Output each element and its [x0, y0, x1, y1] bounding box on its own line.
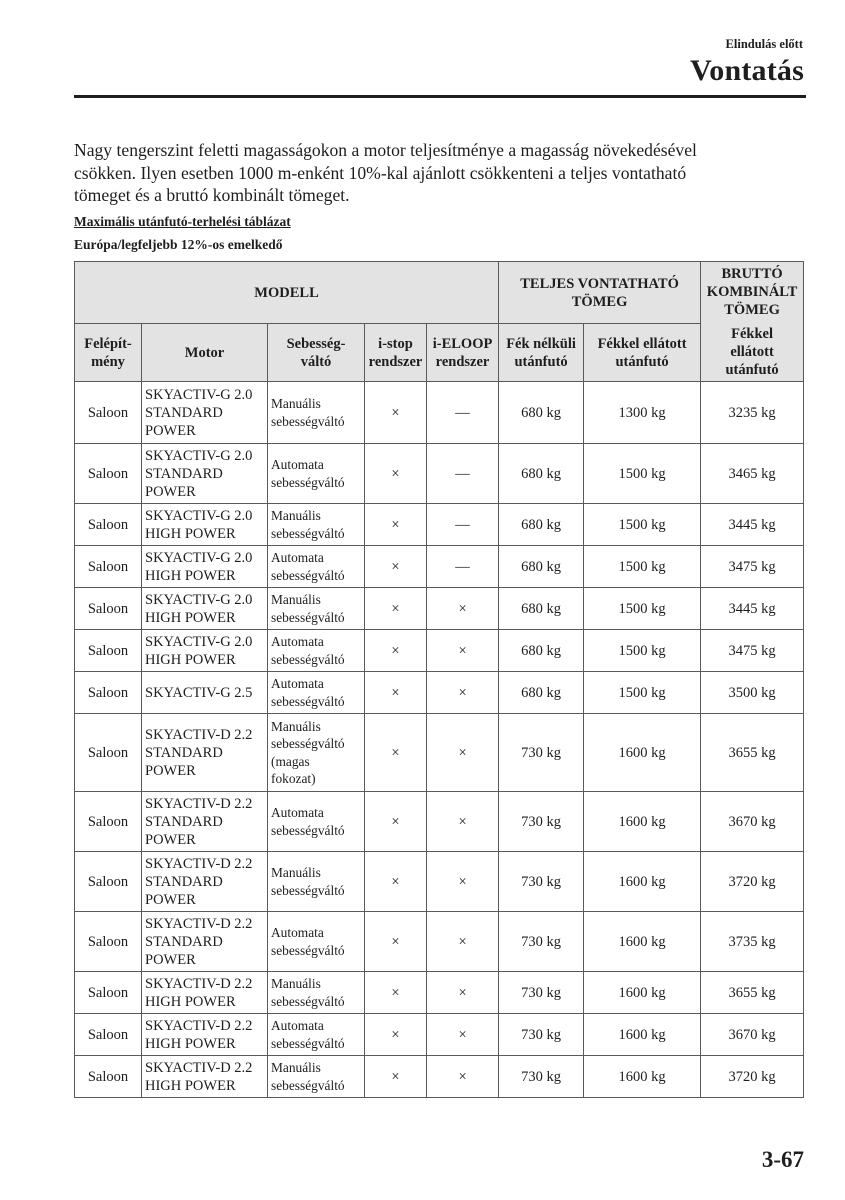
intro-paragraph	[74, 139, 814, 207]
cell-motor-line: HIGH POWER	[145, 1035, 236, 1052]
cell-braked: 1600 kg	[584, 1014, 701, 1056]
col-header-motor: Motor	[142, 324, 268, 382]
cell-ieloop: ×	[427, 714, 499, 792]
cell-braked: 1500 kg	[584, 672, 701, 714]
model-group-header: MODELL	[75, 262, 499, 324]
cell-gearbox-line: Manuális	[271, 976, 321, 991]
cell-motor-line: POWER	[145, 951, 196, 968]
cell-gearbox-line: sebességváltó	[271, 882, 345, 898]
cell-motor	[142, 1056, 268, 1098]
cell-unbraked: 680 kg	[499, 630, 584, 672]
trailer-load-table	[74, 261, 804, 1098]
table-row	[75, 1014, 804, 1056]
cell-gearbox	[268, 852, 365, 912]
cell-istop: ×	[365, 444, 427, 504]
cell-body: Saloon	[75, 912, 142, 972]
cell-motor-line: POWER	[145, 483, 196, 500]
cell-gearbox	[268, 444, 365, 504]
cell-motor	[142, 444, 268, 504]
cell-motor-line: SKYACTIV-D 2.2	[145, 726, 253, 743]
cell-gearbox	[268, 1056, 365, 1098]
table-subtitle: Európa/legfeljebb 12%-os emelkedő	[74, 237, 283, 252]
cell-motor-line: SKYACTIV-D 2.2	[145, 795, 253, 812]
cell-istop: ×	[365, 1056, 427, 1098]
cell-gearbox-line: Automata	[271, 634, 324, 649]
cell-unbraked: 680 kg	[499, 444, 584, 504]
cell-motor	[142, 714, 268, 792]
cell-unbraked: 680 kg	[499, 382, 584, 444]
cell-braked: 1500 kg	[584, 630, 701, 672]
cell-motor-line: SKYACTIV-G 2.0	[145, 386, 253, 403]
cell-gearbox-line: Manuális	[271, 508, 321, 523]
cell-ieloop: —	[427, 546, 499, 588]
cell-motor-line: POWER	[145, 891, 196, 908]
section-label: Elindulás előtt	[725, 37, 803, 51]
cell-braked: 1500 kg	[584, 546, 701, 588]
cell-ieloop: ×	[427, 588, 499, 630]
cell-motor	[142, 546, 268, 588]
cell-body: Saloon	[75, 382, 142, 444]
cell-body: Saloon	[75, 852, 142, 912]
cell-gearbox-line: sebességváltó	[271, 822, 345, 838]
cell-motor	[142, 672, 268, 714]
header-line: TELJES VONTATHATÓ	[520, 275, 679, 292]
cell-gearbox	[268, 714, 365, 792]
cell-istop: ×	[365, 714, 427, 792]
cell-motor-line: HIGH POWER	[145, 651, 236, 668]
cell-ieloop: —	[427, 382, 499, 444]
cell-gearbox-line: sebességváltó	[271, 942, 345, 958]
cell-gearbox	[268, 504, 365, 546]
cell-motor-line: SKYACTIV-G 2.0	[145, 507, 253, 524]
cell-gcw: 3670 kg	[701, 792, 804, 852]
cell-gearbox	[268, 672, 365, 714]
col-header-gearbox: Sebesség- váltó	[268, 324, 365, 382]
cell-gearbox-line: sebességváltó	[271, 474, 345, 490]
cell-gearbox	[268, 588, 365, 630]
table-row	[75, 672, 804, 714]
col-header-body: Felépít- mény	[75, 324, 142, 382]
cell-unbraked: 730 kg	[499, 1056, 584, 1098]
col-header-braked: Fékkel ellátott utánfutó	[584, 324, 701, 382]
cell-gcw: 3475 kg	[701, 630, 804, 672]
cell-braked: 1600 kg	[584, 792, 701, 852]
cell-braked: 1500 kg	[584, 588, 701, 630]
cell-motor-line: STANDARD	[145, 465, 223, 482]
cell-motor-line: SKYACTIV-G 2.0	[145, 633, 253, 650]
cell-motor-line: HIGH POWER	[145, 609, 236, 626]
cell-gcw: 3475 kg	[701, 546, 804, 588]
cell-motor-line: SKYACTIV-D 2.2	[145, 975, 253, 992]
cell-ieloop: ×	[427, 1014, 499, 1056]
cell-gearbox-line: Automata	[271, 925, 324, 940]
cell-unbraked: 730 kg	[499, 912, 584, 972]
cell-motor-line: HIGH POWER	[145, 567, 236, 584]
gross-combined-header	[701, 262, 804, 382]
cell-gcw: 3655 kg	[701, 972, 804, 1014]
cell-body: Saloon	[75, 672, 142, 714]
cell-motor-line: STANDARD	[145, 933, 223, 950]
table-row	[75, 1056, 804, 1098]
col-header-ieloop: i-ELOOP rendszer	[427, 324, 499, 382]
cell-unbraked: 730 kg	[499, 1014, 584, 1056]
cell-unbraked: 730 kg	[499, 972, 584, 1014]
cell-motor-line: HIGH POWER	[145, 993, 236, 1010]
cell-istop: ×	[365, 630, 427, 672]
cell-motor-line: POWER	[145, 831, 196, 848]
cell-body: Saloon	[75, 1056, 142, 1098]
cell-motor	[142, 792, 268, 852]
cell-gcw: 3445 kg	[701, 504, 804, 546]
cell-motor-line: STANDARD	[145, 744, 223, 761]
cell-body: Saloon	[75, 504, 142, 546]
cell-body: Saloon	[75, 714, 142, 792]
cell-motor	[142, 1014, 268, 1056]
cell-gearbox-line: sebességváltó	[271, 609, 345, 625]
cell-braked: 1300 kg	[584, 382, 701, 444]
table-row	[75, 972, 804, 1014]
header-line: KOMBINÁLT	[706, 283, 798, 300]
cell-unbraked: 680 kg	[499, 588, 584, 630]
cell-motor	[142, 912, 268, 972]
cell-gearbox-line: sebességváltó	[271, 993, 345, 1009]
cell-body: Saloon	[75, 546, 142, 588]
cell-gearbox	[268, 792, 365, 852]
col-header-unbraked: Fék nélküli utánfutó	[499, 324, 584, 382]
table-title: Maximális utánfutó-terhelési táblázat	[74, 214, 291, 229]
cell-ieloop: ×	[427, 1056, 499, 1098]
cell-braked: 1600 kg	[584, 972, 701, 1014]
cell-motor-line: SKYACTIV-D 2.2	[145, 1059, 253, 1076]
cell-gcw: 3670 kg	[701, 1014, 804, 1056]
cell-gcw: 3445 kg	[701, 588, 804, 630]
cell-body: Saloon	[75, 972, 142, 1014]
cell-braked: 1600 kg	[584, 852, 701, 912]
cell-body: Saloon	[75, 630, 142, 672]
cell-motor-line: SKYACTIV-D 2.2	[145, 915, 253, 932]
header-line: BRUTTÓ	[721, 265, 783, 282]
cell-istop: ×	[365, 382, 427, 444]
cell-motor	[142, 382, 268, 444]
cell-gcw: 3235 kg	[701, 382, 804, 444]
cell-gearbox-line: Automata	[271, 1018, 324, 1033]
cell-motor-line: HIGH POWER	[145, 525, 236, 542]
cell-gearbox-line: sebességváltó	[271, 651, 345, 667]
cell-gearbox-line: sebességváltó	[271, 1077, 345, 1093]
header-line: TÖMEG	[724, 301, 780, 318]
cell-gearbox-line: Manuális	[271, 865, 321, 880]
table-row	[75, 546, 804, 588]
cell-gcw: 3735 kg	[701, 912, 804, 972]
table-body	[75, 382, 804, 1098]
page-title: Vontatás	[690, 54, 804, 87]
cell-gearbox-line: sebességváltó	[271, 1035, 345, 1051]
cell-gearbox	[268, 546, 365, 588]
cell-body: Saloon	[75, 1014, 142, 1056]
cell-braked: 1600 kg	[584, 912, 701, 972]
cell-istop: ×	[365, 504, 427, 546]
table-row	[75, 912, 804, 972]
cell-motor	[142, 504, 268, 546]
table-row	[75, 444, 804, 504]
cell-motor-line: STANDARD	[145, 873, 223, 890]
cell-ieloop: ×	[427, 972, 499, 1014]
table-row	[75, 792, 804, 852]
cell-body: Saloon	[75, 444, 142, 504]
cell-gearbox-line: sebességváltó	[271, 567, 345, 583]
cell-gearbox-line: (magas	[271, 753, 310, 769]
cell-gearbox-line: Manuális	[271, 1060, 321, 1075]
header-line: Fékkel	[731, 325, 773, 342]
column-header-row	[75, 324, 804, 382]
cell-gearbox-line: Manuális	[271, 718, 321, 734]
group-header-row	[75, 262, 804, 324]
cell-ieloop: ×	[427, 792, 499, 852]
cell-motor	[142, 588, 268, 630]
cell-braked: 1500 kg	[584, 504, 701, 546]
table-row	[75, 630, 804, 672]
cell-gearbox-line: sebességváltó	[271, 525, 345, 541]
cell-motor	[142, 852, 268, 912]
intro-line: csökken. Ilyen esetben 1000 m-enként 10%-kal ajánlott csökkenteni a teljes vontatható	[74, 162, 687, 183]
cell-motor-line: POWER	[145, 762, 196, 779]
cell-ieloop: —	[427, 444, 499, 504]
cell-unbraked: 680 kg	[499, 672, 584, 714]
cell-unbraked: 680 kg	[499, 546, 584, 588]
page-number: 3-67	[761, 1147, 804, 1172]
cell-gcw: 3655 kg	[701, 714, 804, 792]
cell-gearbox	[268, 972, 365, 1014]
cell-gearbox-line: fokozat)	[271, 771, 316, 786]
cell-istop: ×	[365, 546, 427, 588]
cell-istop: ×	[365, 852, 427, 912]
table-row	[75, 504, 804, 546]
cell-gearbox-line: sebességváltó	[271, 736, 345, 751]
cell-braked: 1600 kg	[584, 714, 701, 792]
cell-gearbox-line: Automata	[271, 457, 324, 472]
cell-motor-line: SKYACTIV-G 2.5	[145, 684, 253, 701]
cell-body: Saloon	[75, 588, 142, 630]
header-line: ellátott	[730, 343, 774, 360]
cell-unbraked: 730 kg	[499, 792, 584, 852]
cell-motor-line: SKYACTIV-D 2.2	[145, 1017, 253, 1034]
intro-line: Nagy tengerszint feletti magasságokon a motor teljesítménye a magasság növekedésével	[74, 140, 697, 160]
cell-motor-line: SKYACTIV-G 2.0	[145, 549, 253, 566]
cell-ieloop: ×	[427, 852, 499, 912]
cell-istop: ×	[365, 912, 427, 972]
table-row	[75, 588, 804, 630]
total-towable-header	[499, 262, 701, 324]
cell-istop: ×	[365, 1014, 427, 1056]
cell-gearbox-line: Automata	[271, 676, 324, 691]
cell-istop: ×	[365, 972, 427, 1014]
cell-ieloop: ×	[427, 630, 499, 672]
cell-motor-line: SKYACTIV-D 2.2	[145, 855, 253, 872]
cell-gearbox-line: sebességváltó	[271, 413, 345, 429]
col-header-istop: i-stop rendszer	[365, 324, 427, 382]
cell-motor	[142, 972, 268, 1014]
cell-motor	[142, 630, 268, 672]
cell-gcw: 3465 kg	[701, 444, 804, 504]
cell-motor-line: STANDARD	[145, 404, 223, 421]
cell-gearbox-line: Manuális	[271, 396, 321, 411]
cell-ieloop: —	[427, 504, 499, 546]
header-line: TÖMEG	[571, 293, 628, 310]
cell-istop: ×	[365, 672, 427, 714]
cell-gcw: 3720 kg	[701, 1056, 804, 1098]
table-row	[75, 714, 804, 792]
cell-istop: ×	[365, 588, 427, 630]
cell-unbraked: 730 kg	[499, 714, 584, 792]
cell-gearbox	[268, 630, 365, 672]
cell-gearbox	[268, 382, 365, 444]
table-row	[75, 382, 804, 444]
intro-line: tömeget és a bruttó kombinált tömeget.	[74, 185, 350, 205]
cell-ieloop: ×	[427, 672, 499, 714]
title-rule	[74, 95, 806, 98]
cell-motor-line: SKYACTIV-G 2.0	[145, 447, 253, 464]
cell-unbraked: 730 kg	[499, 852, 584, 912]
header-line: utánfutó	[725, 361, 779, 378]
cell-gearbox	[268, 1014, 365, 1056]
cell-gcw: 3720 kg	[701, 852, 804, 912]
cell-istop: ×	[365, 792, 427, 852]
cell-braked: 1600 kg	[584, 1056, 701, 1098]
cell-motor-line: SKYACTIV-G 2.0	[145, 591, 253, 608]
cell-gcw: 3500 kg	[701, 672, 804, 714]
cell-motor-line: HIGH POWER	[145, 1077, 236, 1094]
cell-gearbox-line: sebességváltó	[271, 693, 345, 709]
cell-gearbox	[268, 912, 365, 972]
cell-motor-line: POWER	[145, 422, 196, 439]
cell-body: Saloon	[75, 792, 142, 852]
cell-ieloop: ×	[427, 912, 499, 972]
cell-braked: 1500 kg	[584, 444, 701, 504]
cell-unbraked: 680 kg	[499, 504, 584, 546]
cell-gearbox-line: Manuális	[271, 592, 321, 607]
cell-gearbox-line: Automata	[271, 550, 324, 565]
cell-motor-line: STANDARD	[145, 813, 223, 830]
cell-gearbox-line: Automata	[271, 805, 324, 820]
table-row	[75, 852, 804, 912]
